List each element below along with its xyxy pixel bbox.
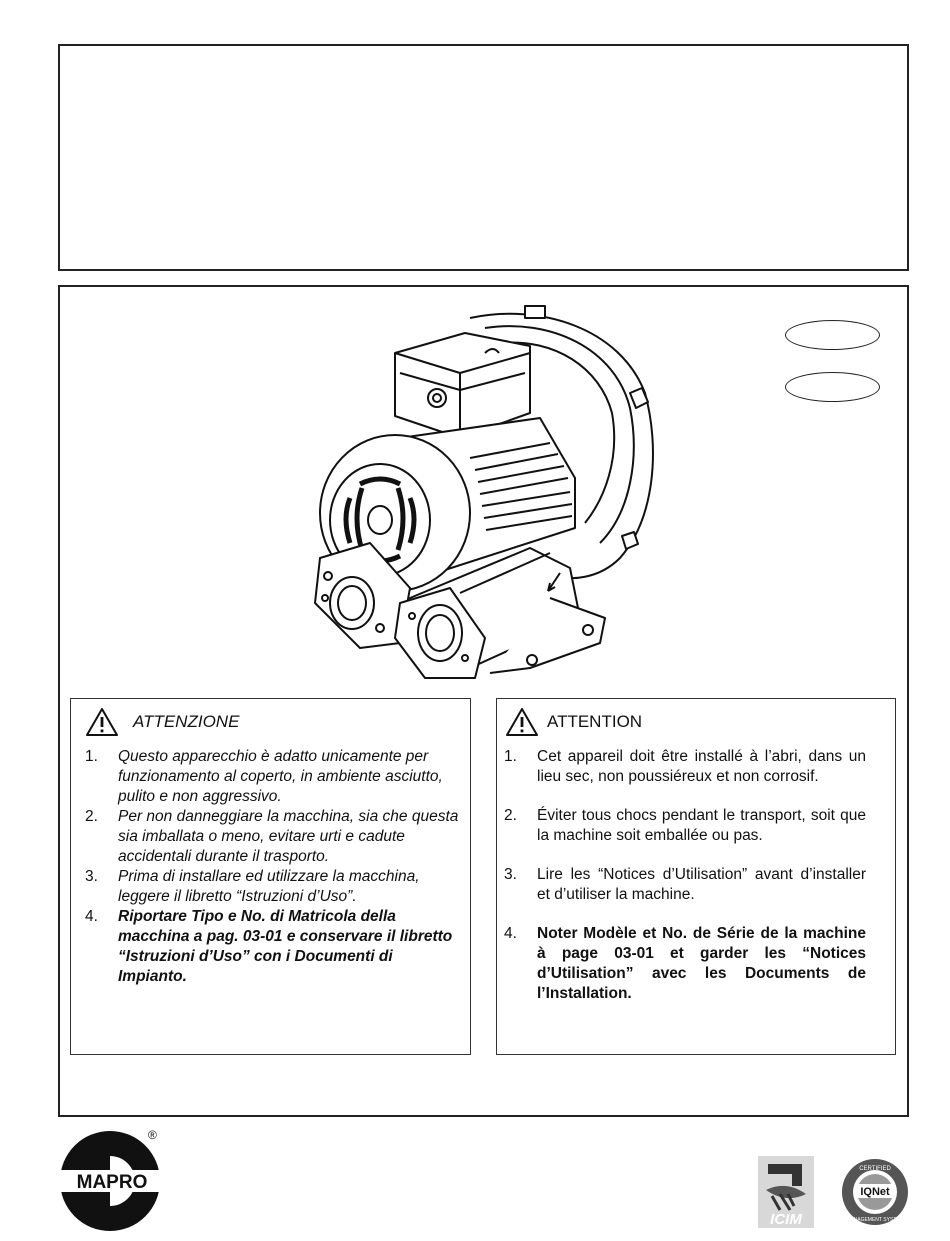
list-item: 2. Éviter tous chocs pendant le transport, soit que la machine soit emballée ou pas. (504, 807, 866, 844)
iqnet-certification-logo (840, 1157, 910, 1227)
svg-text:CERTIFIED: CERTIFIED (859, 1166, 891, 1172)
svg-text:IQNet: IQNet (860, 1186, 890, 1198)
list-item: 4. Riportare Tipo e No. di Matricola della macchina a pag. 03-01 e conservare il libretto “Istruzioni d’Uso” con i Documenti di Impianto. (85, 908, 453, 985)
list-item: 3. Lire les “Notices d’Utilisation” avant d’installer et d’utiliser la machine. (504, 866, 866, 903)
mapro-logo (58, 1128, 168, 1234)
warning-header (505, 707, 642, 737)
list-item: 2. Per non danneggiare la macchina, sia che questa sia imballata o meno, evitare urti e cadute accidentali durante il trasporto. (85, 808, 459, 865)
warning-triangle-icon (85, 707, 119, 737)
title-frame (58, 44, 909, 271)
registered-mark: ® (148, 1128, 157, 1142)
warning-list (85, 747, 461, 987)
warning-triangle-icon (505, 707, 539, 737)
serial-label-oval (785, 372, 880, 402)
warning-title: ATTENTION (547, 712, 643, 731)
list-item: 4. Noter Modèle et No. de Série de la machine à page 03-01 et garder les “Notices d’Utilisation” avec les Documents de l’Installation. (504, 925, 866, 1002)
warning-title: ATTENZIONE (133, 712, 240, 731)
list-item: 1. Cet appareil doit être installé à l’abri, dans un lieu sec, non poussiéreux et non corrosif. (504, 748, 866, 785)
svg-text:ICIM: ICIM (770, 1211, 802, 1228)
blower-illustration (300, 298, 670, 693)
svg-text:MAPRO: MAPRO (76, 1172, 148, 1193)
list-item: 1. Questo apparecchio è adatto unicamente per funzionamento al coperto, in ambiente asciutto, pulito e non aggressivo. (85, 748, 443, 805)
model-label-oval (785, 320, 880, 350)
icim-certification-logo (758, 1156, 814, 1228)
warning-box-italian (70, 698, 471, 1055)
warning-list (504, 747, 866, 1004)
warning-box-french (496, 698, 896, 1055)
svg-text:MANAGEMENT SYSTEM: MANAGEMENT SYSTEM (846, 1217, 904, 1223)
list-item: 3. Prima di installare ed utilizzare la macchina, leggere il libretto “Istruzioni d’Uso”. (85, 868, 420, 905)
warning-header (85, 707, 239, 737)
